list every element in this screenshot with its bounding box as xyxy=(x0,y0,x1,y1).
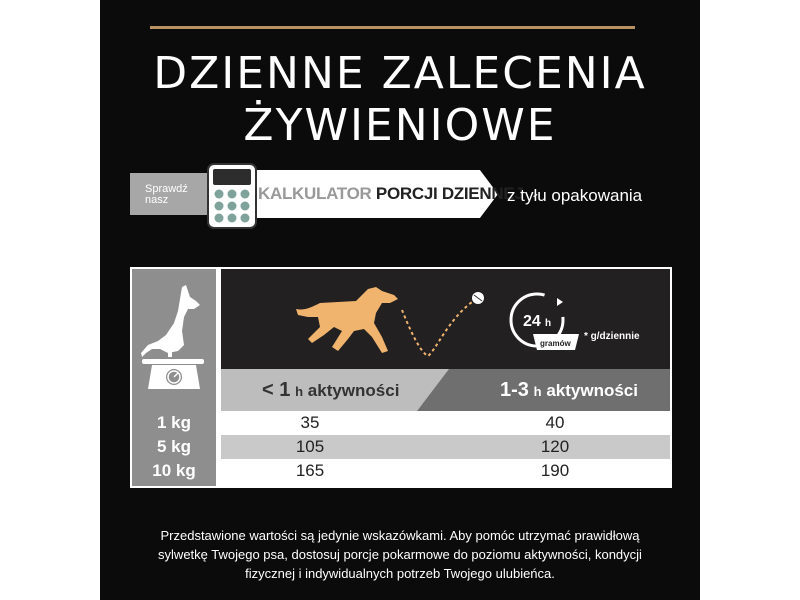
disclaimer-note xyxy=(135,526,665,583)
banner-check-line-1: Sprawdź xyxy=(145,183,188,195)
title-line-2: ŻYWIENIOWE xyxy=(243,100,557,151)
food-bowl-icon xyxy=(533,334,579,350)
header-2-unit: h xyxy=(533,384,542,399)
banner-check-text xyxy=(145,184,188,206)
banner-check-line-2: nasz xyxy=(145,194,169,206)
value-high: 120 xyxy=(540,437,570,456)
title-line-1: DZIENNE ZALECENIA xyxy=(153,48,647,99)
clock-24h-icon xyxy=(505,290,583,354)
portion-word: PORCJI DZIENNEJ xyxy=(375,184,524,203)
calculator-label xyxy=(258,184,524,204)
weight-label: 10 kg xyxy=(152,461,196,480)
note-line-3: fizycznej i indywidualnych potrzeb Twojego ulubieńca. xyxy=(245,566,555,581)
value-low: 35 xyxy=(300,413,320,432)
value-low: 165 xyxy=(295,461,325,480)
running-dog-icon xyxy=(290,281,405,357)
header-1-label: aktywności xyxy=(307,381,400,400)
note-line-2: sylwetkę Twojego psa, dostosuj porcje pokarmowe do poziomu aktywności, kondycji xyxy=(158,547,642,562)
value-low: 105 xyxy=(295,437,325,456)
clock-label: 24 xyxy=(523,313,541,330)
gold-divider xyxy=(150,26,635,29)
header-2-num: 1-3 xyxy=(500,379,529,401)
header-1-num: < 1 xyxy=(262,379,291,401)
page-title xyxy=(100,48,700,152)
value-high: 40 xyxy=(545,413,565,432)
note-line-1: Przedstawione wartości są jedynie wskazówkami. Aby pomóc utrzymać prawidłową xyxy=(160,528,640,543)
weight-label: 5 kg xyxy=(156,437,192,456)
per-day-note: * g/dziennie xyxy=(584,331,640,342)
ball-icon xyxy=(472,292,484,304)
clock-unit: h xyxy=(545,318,552,329)
value-high: 190 xyxy=(540,461,570,480)
header-1-unit: h xyxy=(295,384,304,399)
grams-tag: gramów xyxy=(540,339,571,348)
ball-trajectory xyxy=(398,290,490,362)
header-high-activity xyxy=(500,379,638,402)
calculator-icon xyxy=(207,163,257,229)
header-2-label: aktywności xyxy=(546,381,638,400)
weight-label: 1 kg xyxy=(156,413,192,432)
dog-on-scale-icon xyxy=(138,283,210,391)
calculator-word: KALKULATOR xyxy=(258,184,372,203)
header-low-activity xyxy=(262,379,399,402)
back-of-pack-text: z tyłu opakowania xyxy=(507,186,643,205)
